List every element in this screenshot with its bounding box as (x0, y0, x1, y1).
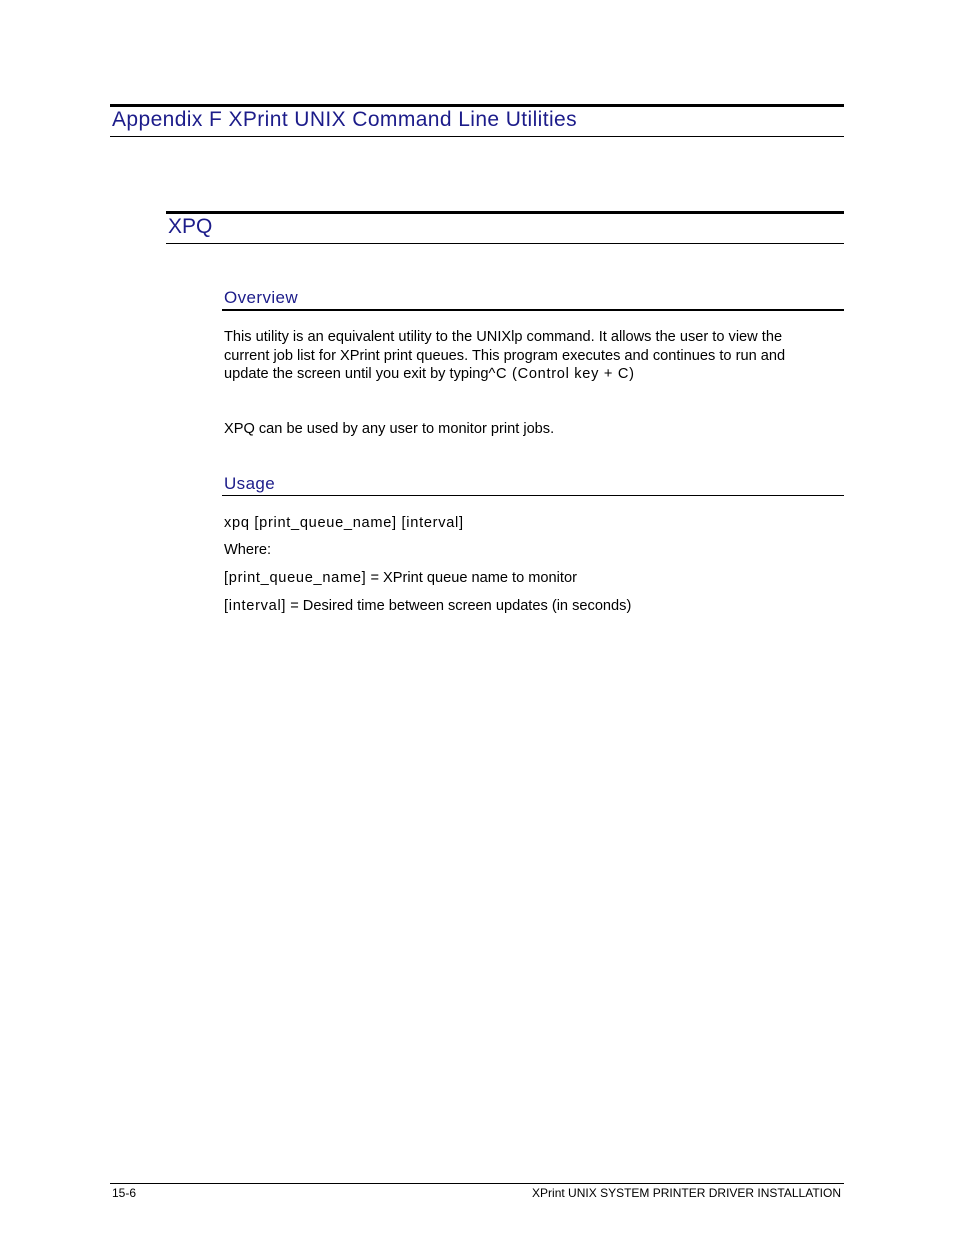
usage-where: Where: (224, 542, 272, 558)
param-1-name: [print_queue_name] (224, 570, 367, 586)
section-bottom-rule (166, 243, 844, 244)
usage-syntax: xpq [print_queue_name] [interval] (224, 515, 464, 531)
overview-line-3 (224, 365, 785, 384)
overview-paragraph-2: XPQ can be used by any user to monitor print jobs. (224, 421, 555, 437)
param-2-desc: = Desired time between screen updates (in seconds) (286, 598, 632, 614)
section-title: XPQ (168, 215, 213, 238)
usage-heading: Usage (224, 474, 276, 493)
appendix-top-rule (110, 104, 844, 107)
overview-line-2: current job list for XPrint print queues. This program executes and continues to run and (224, 347, 786, 364)
overview-line-1b: lp command. It allows the user to view the (511, 329, 783, 345)
footer-doc-title: XPrint UNIX SYSTEM PRINTER DRIVER INSTALLATION (532, 1186, 841, 1200)
param-1-desc: = XPrint queue name to monitor (366, 570, 577, 586)
footer-rule (110, 1183, 844, 1184)
overview-line-3a: update the screen until you exit by typing (224, 366, 489, 382)
overview-paragraph (224, 328, 785, 384)
param-2-name: [interval] (224, 598, 287, 614)
overview-rule (222, 309, 844, 311)
section-top-rule (166, 211, 844, 214)
appendix-title: Appendix F XPrint UNIX Command Line Utilities (112, 108, 578, 131)
overview-heading: Overview (224, 288, 299, 307)
footer-page-number: 15-6 (112, 1186, 137, 1200)
appendix-bottom-rule (110, 136, 844, 137)
usage-param-1 (224, 569, 577, 588)
usage-rule (222, 495, 844, 496)
overview-line-1 (224, 328, 785, 347)
overview-line-1a: This utility is an equivalent utility to the UNIX (224, 329, 512, 345)
usage-param-2 (224, 597, 631, 616)
overview-line-3b: ^C (Control key + C) (488, 366, 635, 382)
